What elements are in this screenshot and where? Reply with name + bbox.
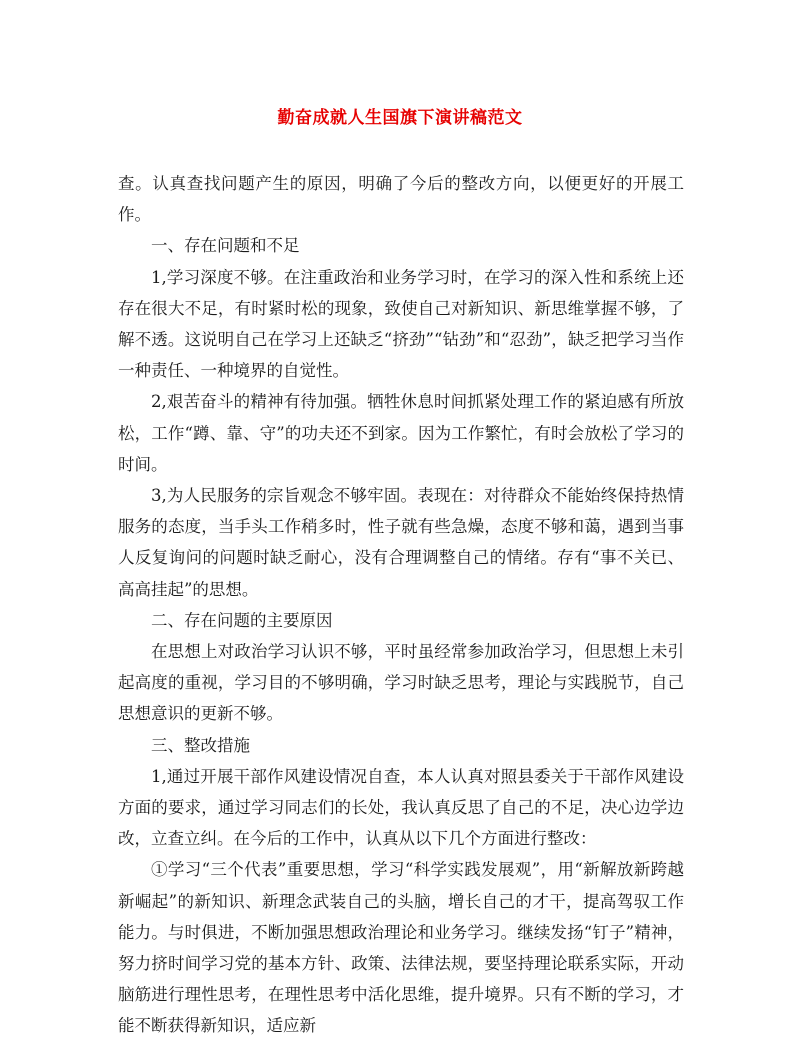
paragraph: ①学习“三个代表”重要思想，学习“科学实践发展观”，用“新解放新跨越新崛起”的新知识、新理念武装自己的头脑，增长自己的才干，提高驾驭工作能力。与时俱进，不断加强思想政治理论和业务学习。继续发扬“钉子”精神，努力挤时间学习党的基本方针、政策、法律法规，要坚持理论联系实际，开动脑筋进行理性思考，在理性思考中活化思维，提升境界。只有不断的学习，才能不断获得新知识，适应新: [118, 860, 684, 1036]
paragraph: 二、存在问题的主要原因: [151, 610, 333, 630]
paragraph: 三、整改措施: [151, 735, 250, 755]
paragraph: 1,通过开展干部作风建设情况自查，本人认真对照县委关于干部作风建设方面的要求，通过学习同志们的长处，我认真反思了自己的不足，决心边学边改，立查立纠。在今后的工作中，认真从以下几个方面进行整改：: [118, 766, 684, 849]
paragraph: 3,为人民服务的宗旨观念不够牢固。表现在：对待群众不能始终保持热情服务的态度，当手头工作稍多时，性子就有些急燥，态度不够和蔼，遇到当事人反复询问的问题时缺乏耐心，没有合理调整自己的情绪。存有“事不关已、高高挂起”的思想。: [118, 486, 684, 599]
paragraph: 一、存在问题和不足: [151, 236, 300, 256]
document-title: 勤奋成就人生国旗下演讲稿范文: [277, 108, 523, 128]
paragraph: 查。认真查找问题产生的原因，明确了今后的整改方向，以便更好的开展工作。: [118, 174, 684, 225]
paragraph: 2,艰苦奋斗的精神有待加强。牺牲休息时间抓紧处理工作的紧迫感有所放松，工作“蹲、靠、守”的功夫还不到家。因为工作繁忙，有时会放松了学习的时间。: [118, 392, 684, 474]
document-body: [118, 168, 684, 1042]
paragraph: 在思想上对政治学习认识不够，平时虽经常参加政治学习，但思想上未引起高度的重视，学习目的不够明确，学习时缺乏思考，理论与实践脱节，自己思想意识的更新不够。: [118, 642, 684, 724]
paragraph: 1,学习深度不够。在注重政治和业务学习时，在学习的深入性和系统上还存在很大不足，有时紧时松的现象，致使自己对新知识、新思维掌握不够，了解不透。这说明自己在学习上还缺乏“挤劲”“钻劲”和“忍劲”，缺乏把学习当作一种责任、一种境界的自觉性。: [118, 267, 684, 381]
